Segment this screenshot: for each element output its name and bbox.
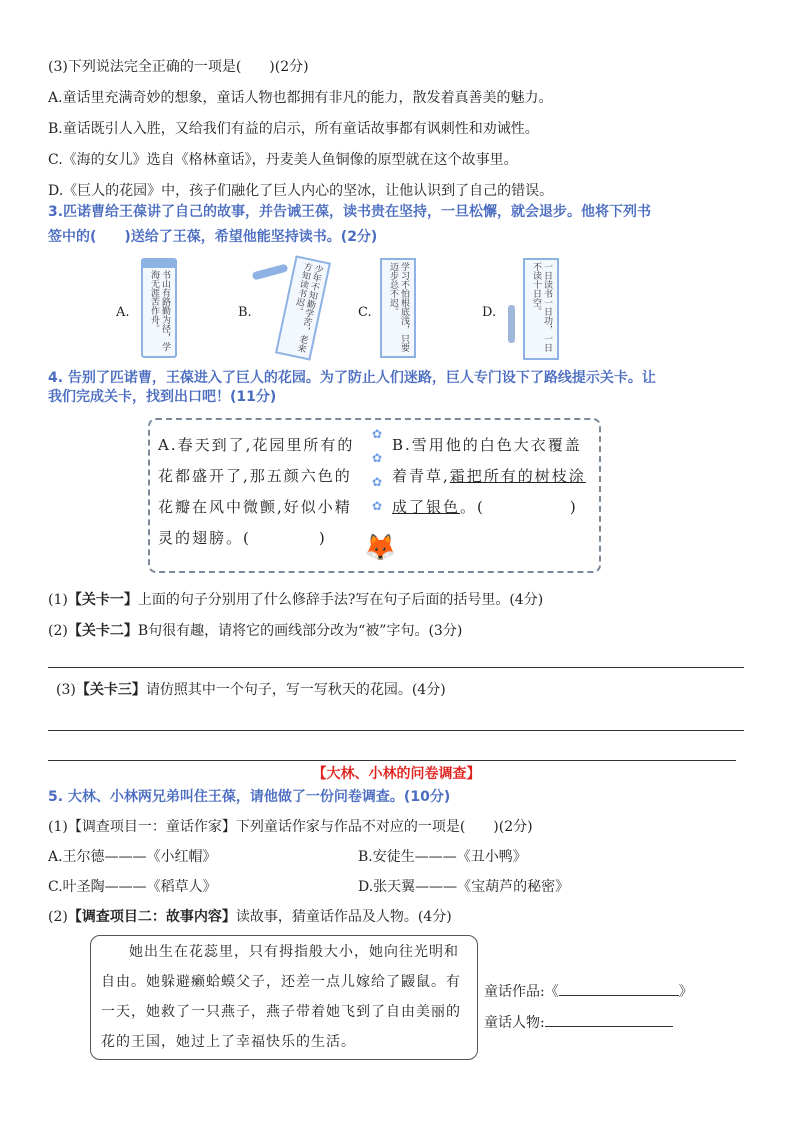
question-3-line2: 签中的( )送给了王葆，希望他能坚持读书。(2分) <box>48 229 378 245</box>
question-4-line1: 4. 告别了匹诺曹，王葆进入了巨人的花园。为了防止人们迷路，巨人专门设下了路线提示关卡。让 <box>48 370 656 386</box>
sentence-a-line: 灵的翅膀。( ) <box>158 529 327 547</box>
option-c: C.叶圣陶———《稻草人》 <box>48 879 217 895</box>
bookmark-c-label: C. <box>358 305 372 320</box>
work-close: 》 <box>678 984 693 1000</box>
part-number: (2) <box>48 909 68 925</box>
work-label: 童话作品:《 <box>484 984 559 1000</box>
bookmark-a: 书山有路勤为径，学海无涯苦作舟。 <box>141 258 177 358</box>
bookmark-b: 少年不知勤学苦，老来方知读书迟。 <box>275 255 331 360</box>
part-text: 下列童话作家与作品不对应的一项是( )(2分) <box>235 819 533 835</box>
option-d: D.《巨人的花园》中，孩子们融化了巨人内心的坚冰，让他认识到了自己的错误。 <box>48 183 554 199</box>
part-number: (1) <box>48 819 68 835</box>
option-a: A.童话里充满奇妙的想象，童话人物也都拥有非凡的能力，散发着真善美的魅力。 <box>48 90 553 106</box>
level-tag: 【关卡一】 <box>67 592 138 608</box>
part-text: 上面的句子分别用了什么修辞手法?写在句子后面的括号里。(4分) <box>137 592 544 608</box>
question-5-stem: 5. 大林、小林两兄弟叫住王葆，请他做了一份问卷调查。(10分) <box>48 789 451 805</box>
part-text: B句很有趣，请将它的画线部分改为“被”字句。(3分) <box>137 623 463 639</box>
option-a: A.王尔德———《小红帽》 <box>48 849 217 865</box>
bookmark-d: 一日读书一日功，一日不读十日空。 <box>523 258 559 360</box>
question-3-sub-stem: (3)下列说法完全正确的一项是( )(2分) <box>48 59 309 75</box>
sentence-b-text: 着青草, <box>392 467 450 485</box>
level-tag: 【关卡三】 <box>75 682 146 698</box>
survey-tag: 【调查项目二：故事内容】 <box>67 909 236 925</box>
option-c: C.《海的女儿》选自《格林童话》，丹麦美人鱼铜像的原型就在这个故事里。 <box>48 152 518 168</box>
sentence-box <box>148 418 601 573</box>
part-text: 请仿照其中一个句子，写一写秋天的花园。(4分) <box>145 682 446 698</box>
option-b: B.安徒生———《丑小鸭》 <box>358 849 527 865</box>
bookmark-b-label: B. <box>238 305 252 320</box>
work-answer-blank[interactable] <box>559 981 679 996</box>
level-tag: 【关卡二】 <box>67 623 138 639</box>
fox-illustration-icon: 🦊 <box>364 533 397 563</box>
sentence-b-line: B.雪用他的白色大衣覆盖 <box>392 436 582 454</box>
section-title: 【大林、小林的问卷调查】 <box>312 766 481 782</box>
option-b: B.童话既引人入胜，又给我们有益的启示，所有童话故事都有讽刺性和劝诫性。 <box>48 121 539 137</box>
survey-tag: 【调查项目一：童话作家】 <box>67 819 236 835</box>
bookmark-d-label: D. <box>482 305 497 320</box>
sentence-b-underlined: 霜把所有的树枝涂 <box>449 467 586 485</box>
part-text: 读故事，猜童话作品及人物。(4分) <box>235 909 452 925</box>
answer-line[interactable] <box>48 730 744 731</box>
sentence-a-line: 花瓣在风中微颤,好似小精 <box>158 498 352 516</box>
character-answer-blank[interactable] <box>545 1012 673 1027</box>
sentence-b-text: 。( ) <box>460 498 578 516</box>
tassel-icon <box>252 263 289 280</box>
bookmark-c: 学习不怕根底浅，只要迈步总不迟。 <box>380 258 416 358</box>
question-3-line1: 3.匹诺曹给王葆讲了自己的故事，并告诫王葆，读书贵在坚持，一旦松懈，就会退步。他将下列书 <box>48 204 652 220</box>
part-number: (2) <box>48 623 68 639</box>
option-d: D.张天翼———《宝葫芦的秘密》 <box>358 879 570 895</box>
question-4-line2: 我们完成关卡，找到出口吧！(11分) <box>48 389 277 405</box>
answer-line[interactable] <box>48 760 736 761</box>
story-box: 她出生在花蕊里，只有拇指般大小，她向往光明和自由。她躲避癞蛤蟆父子，还差一点儿嫁给了鼹鼠。有一天，她救了一只燕子，燕子带着她飞到了自由美丽的花的王国，她过上了幸福快乐的生活。 <box>90 935 478 1060</box>
part-number: (1) <box>48 592 68 608</box>
tassel-icon <box>508 305 515 343</box>
sentence-a-line: 花都盛开了,那五颜六色的 <box>158 467 352 485</box>
part-number: (3) <box>56 682 76 698</box>
sentence-a-line: A.春天到了,花园里所有的 <box>158 436 355 454</box>
flower-decoration-icon: ✿ ✿ ✿ ✿ <box>372 427 383 513</box>
character-label: 童话人物: <box>484 1015 545 1031</box>
answer-line[interactable] <box>48 667 744 668</box>
sentence-b-underlined: 成了银色 <box>392 498 461 516</box>
bookmark-a-label: A. <box>116 305 130 320</box>
